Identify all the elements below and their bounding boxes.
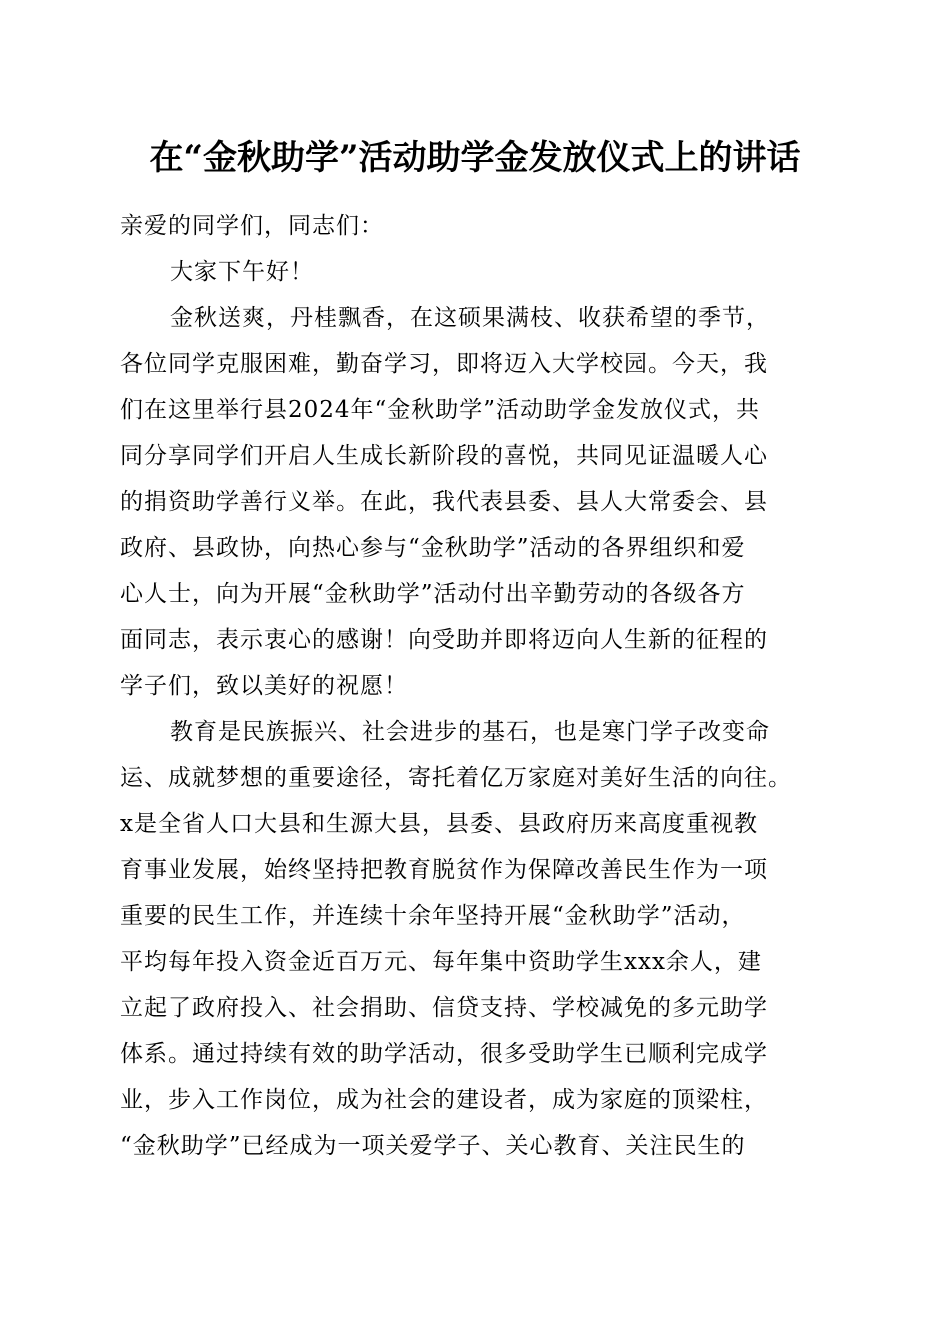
text-line: 教育是民族振兴、社会进步的基石，也是寒门学子改变命 [170, 719, 770, 745]
text-line: 们在这里举行县2024年“金秋助学”活动助学金发放仪式，共 [120, 397, 761, 423]
text-line: 政府、县政协，向热心参与“金秋助学”活动的各界组织和爱 [120, 535, 746, 561]
text-line: 同分享同学们开启人生成长新阶段的喜悦，共同见证温暖人心 [120, 443, 768, 469]
text-line: 育事业发展，始终坚持把教育脱贫作为保障改善民生作为一项 [120, 857, 768, 883]
text-line: 体系。通过持续有效的助学活动，很多受助学生已顺利完成学 [120, 1041, 768, 1067]
document-title: 在“金秋助学”活动助学金发放仪式上的讲话 [149, 138, 801, 178]
text-line-salutation: 亲爱的同学们，同志们： [120, 213, 384, 239]
text-line: 业，步入工作岗位，成为社会的建设者，成为家庭的顶梁柱， [120, 1087, 768, 1113]
text-line: 平均每年投入资金近百万元、每年集中资助学生xxx余人，建 [120, 949, 762, 975]
text-line: 金秋送爽，丹桂飘香，在这硕果满枝、收获希望的季节， [170, 305, 770, 331]
text-line: 学子们，致以美好的祝愿！ [120, 673, 408, 699]
text-line: 运、成就梦想的重要途径，寄托着亿万家庭对美好生活的向往。 [120, 765, 792, 791]
text-line: 心人士，向为开展“金秋助学”活动付出辛勤劳动的各级各方 [120, 581, 746, 607]
text-line: 面同志，表示衷心的感谢！向受助并即将迈向人生新的征程的 [120, 627, 768, 653]
text-line: “金秋助学”已经成为一项关爱学子、关心教育、关注民生的 [120, 1133, 746, 1159]
text-line: 的捐资助学善行义举。在此，我代表县委、县人大常委会、县 [120, 489, 768, 515]
text-line: x是全省人口大县和生源大县，县委、县政府历来高度重视教 [120, 811, 758, 837]
document-body [120, 203, 826, 1169]
text-line-greeting: 大家下午好！ [170, 259, 314, 285]
text-line: 各位同学克服困难，勤奋学习，即将迈入大学校园。今天，我 [120, 351, 768, 377]
text-line: 立起了政府投入、社会捐助、信贷支持、学校减免的多元助学 [120, 995, 768, 1021]
text-line: 重要的民生工作，并连续十余年坚持开展“金秋助学”活动， [120, 903, 746, 929]
